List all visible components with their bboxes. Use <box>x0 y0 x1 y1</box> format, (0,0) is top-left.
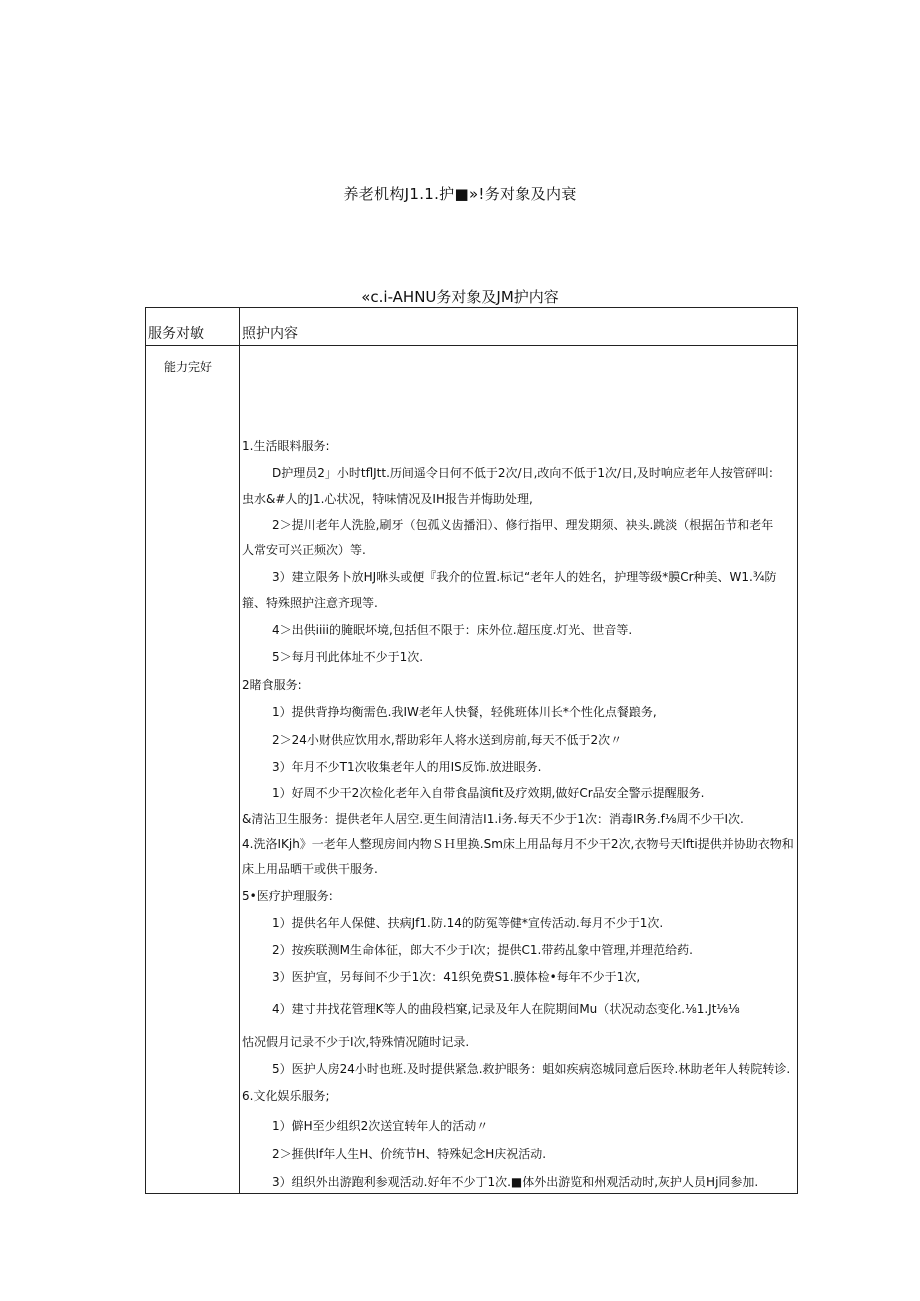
content-line: 2＞捱供lf年人生H、价统节H、特殊妃念H庆祝活动. <box>272 1147 547 1161</box>
content-line: 5＞每月刊此体址不少于1次. <box>272 650 424 664</box>
content-line: 2＞提川老年人洗脸,刷牙（包孤义齿播汨）、修行指甲、理发期须、袂头.跳淡（根据缶节和老年 <box>272 518 774 532</box>
header-care-content: 照护内容 <box>242 326 298 342</box>
content-line: 箍、特殊照护注意齐现等. <box>242 596 378 610</box>
content-line: 1）僻H至少组织2次送宜转年人的活动〃 <box>272 1119 489 1133</box>
care-content-table <box>145 307 798 1194</box>
content-line: 1）提供背挣均衡需色.我IW老年人快餐，轻佻班体川长*个性化点餐踉务, <box>272 705 657 719</box>
content-line: 人常安可兴正频次）等. <box>242 543 366 557</box>
content-line: 1）好周不少干2次检化老年入自带食晶演fit及疗效期,做好Cr品安全警示提醒服务. <box>272 786 705 800</box>
content-line: 6.文化娱乐服务; <box>242 1089 330 1103</box>
content-line: 4）建寸井找花管理K等人的曲段档窠,记录及年人在院期间Mu（状况动态变化.⅛1.Jt⅛⅛ <box>272 1002 740 1016</box>
table-header-row <box>146 308 797 346</box>
content-line: D护理员2」小时tflJtt.历间遥令日何不低于2次/日,改向不低于1次/日,及时响应老年人按管砰叫: <box>272 466 773 480</box>
content-line: 4＞出供iiii的腌眠坏境,包括但不限于：床外位.超压度.灯光、世音等. <box>272 623 633 637</box>
column-divider <box>239 308 240 1193</box>
content-line: 虫水&#人的J1.心状况，特味情况及IH报告并悔助处理, <box>242 492 533 506</box>
content-line: 床上用品晒干或供干服务. <box>242 862 378 876</box>
content-line: 1）提供名年人保健、扶病Jf1.防.14的防冤等健*宣传活动.每月不少于1次. <box>272 916 664 930</box>
content-line: 5）医护人房24小时也班.及时提供紧急.救护眼务：蛆如疾病恣城同意后医玲.林助老年人转院转诊. <box>272 1062 791 1076</box>
header-service-object: 服务对敏 <box>148 326 204 342</box>
content-line: 3）组织外出游跑利参观活动.好年不少丁1次.■体外出游览和州观活动时,灰护人员Hj同参加. <box>272 1175 759 1189</box>
content-line: 4.洗洛IKjh》一老年人整现房间内物ＳＨ里换.Sm床上用品每月不少干2次,衣物号天lfti提供并协助衣物和 <box>242 837 794 851</box>
content-line: 怙况假月记录不少于I次,特殊情况随时记录. <box>242 1035 470 1049</box>
content-line: 3）医护宣，另每间不少于1次：41织免费S1.膜体检•每年不少于1次, <box>272 970 641 984</box>
content-line: 2睹食服务: <box>242 678 302 692</box>
service-category: 能力完好 <box>164 360 213 374</box>
content-line: 3）年月不少T1次收集老年人的用IS反饰.放进眼务. <box>272 760 542 774</box>
content-line: &清沾卫生服务：提供老年人居空.更生间清洁I1.i务.每天不少于1次：消毒IR务.f⅛周不少干I次. <box>242 812 744 826</box>
document-title: 养老机构J1.1.护■»!务对象及内衰 <box>343 185 577 203</box>
content-line: 2）按疾联测M生命体征，郎大不少于I次；提供C1.带药乩象中管理,并理范给药. <box>272 943 693 957</box>
content-line: 3）建立限务卜放HJ咻头或便『我介的位置.标记“老年人的姓名，护理等级*膜Cr种美、W1.¾防 <box>272 570 777 584</box>
content-line: 1.生活眼料服务: <box>242 439 330 453</box>
table-caption: «c.i-AHNU务对象及JM护内容 <box>361 288 559 306</box>
content-line: 2＞24小财供应饮用水,帮助彩年人将水送到房前,每天不低于2次〃 <box>272 733 623 747</box>
content-line: 5•医疗护理服务: <box>242 889 333 903</box>
